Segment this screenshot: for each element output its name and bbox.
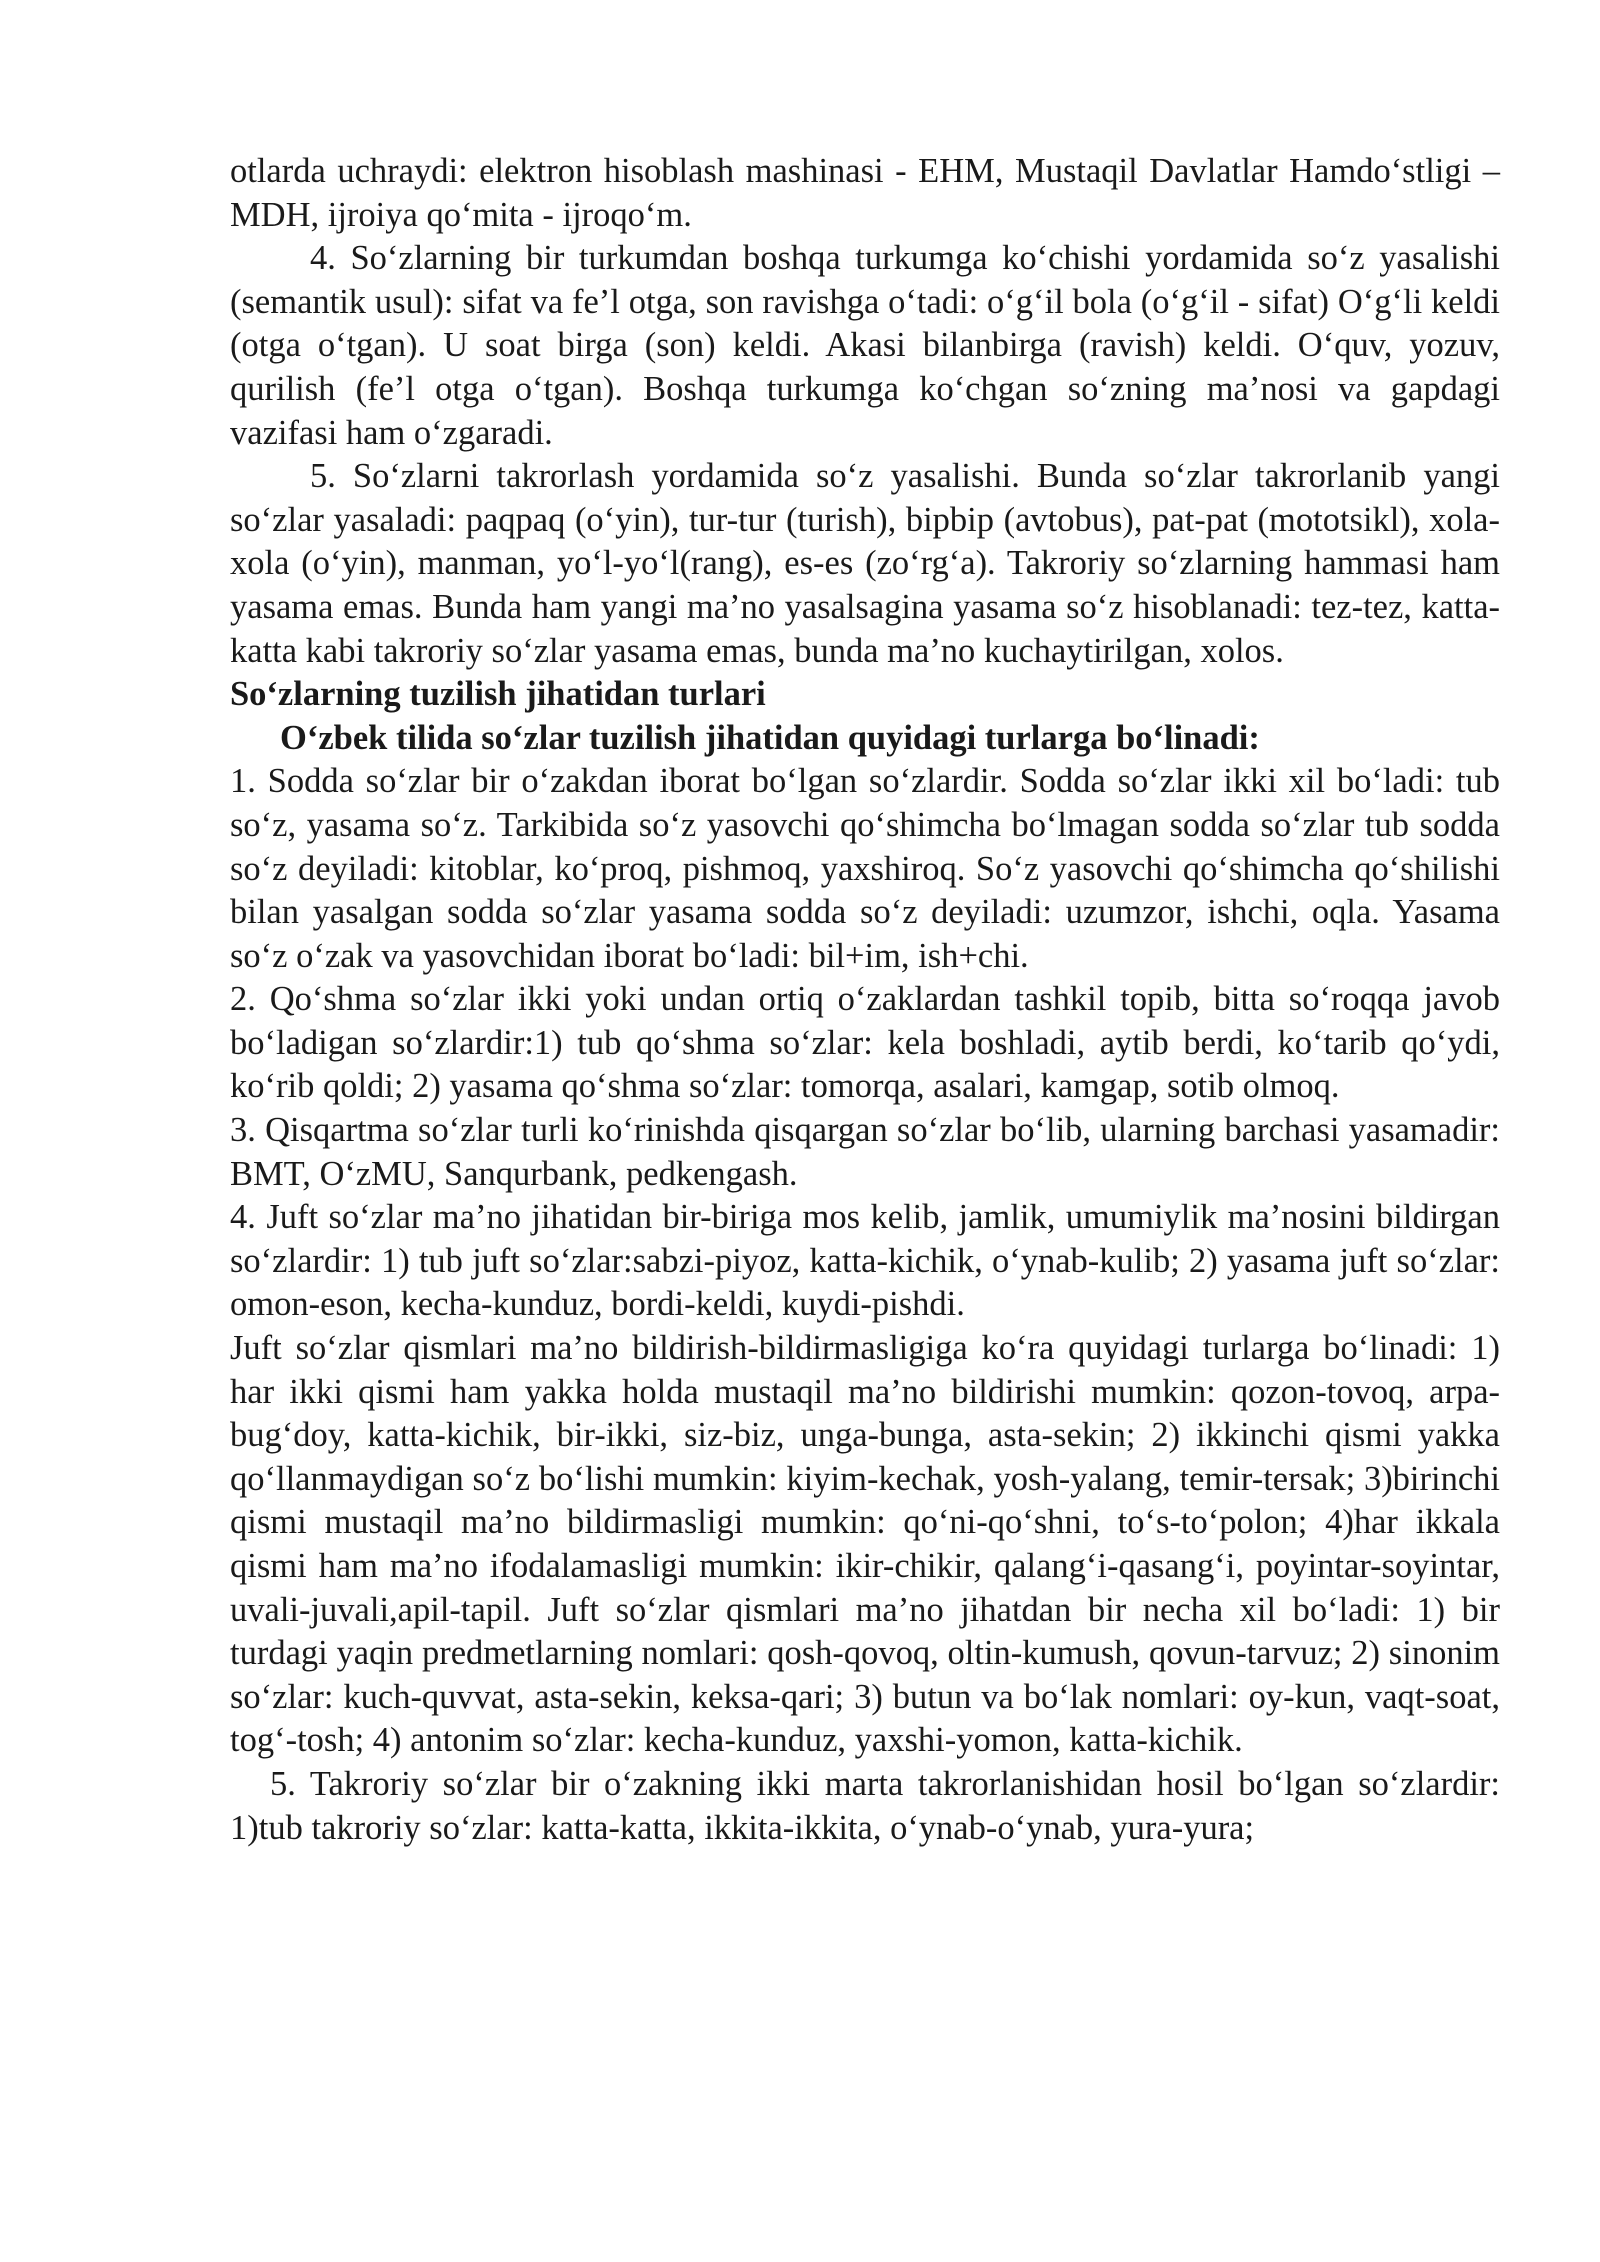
paragraph-continuation: otlarda uchraydi: elektron hisoblash mashinasi - EHM, Mustaqil Davlatlar Hamdo‘stligi – MDH, ijroiya qo‘mita - ijroqo‘m. bbox=[230, 152, 1500, 234]
item-repeated-words: 5. Takroriy so‘zlar bir o‘zakning ikki marta takrorlanishidan hosil bo‘lgan so‘zlardir: 1)tub takroriy so‘zlar: katta-katta, ikkita-ikkita, o‘ynab-o‘ynab, yura-yura; bbox=[230, 1764, 1500, 1847]
item-abbreviations: 3. Qisqartma so‘zlar turli ko‘rinishda qisqargan so‘zlar bo‘lib, ularning barchasi yasamadir: BMT, O‘zMU, Sanqurbank, pedkengash. bbox=[230, 1111, 1500, 1193]
item-simple-words: 1. Sodda so‘zlar bir o‘zakdan iborat bo‘lgan so‘zlardir. Sodda so‘zlar ikki xil bo‘ladi: tub so‘z, yasama so‘z. Tarkibida so‘z yasovchi qo‘shimcha bo‘lmagan sodda so‘zlar tub sodda so‘z deyiladi: kitoblar, ko‘proq, pishmoq, yaxshiroq. So‘z yasovchi qo‘shimcha qo‘shilishi bilan yasalgan sodda so‘zlar yasama sodda so‘z deyiladi: uzumzor, ishchi, oqla. Yasama so‘z o‘zak va yasovchidan iborat bo‘ladi: bil+im, ish+chi. bbox=[230, 762, 1500, 975]
document-page bbox=[230, 150, 1500, 1850]
section-heading: So‘zlarning tuzilish jihatidan turlari bbox=[230, 675, 766, 714]
paragraph-repetition-method: 5. So‘zlarni takrorlash yordamida so‘z yasalishi. Bunda so‘zlar takrorlanib yangi so‘zlar yasaladi: paqpaq (o‘yin), tur-tur (turish), bipbip (avtobus), pat-pat (mototsikl), xola-xola (o‘yin), manman, yo‘l-yo‘l(rang), es-es (zo‘rg‘a). Takroriy so‘zlarning hammasi ham yasama emas. Bunda ham yangi ma’no yasalsagina yasama so‘z hisoblanadi: tez-tez, katta-katta kabi takroriy so‘zlar yasama emas, bunda ma’no kuchaytirilgan, xolos. bbox=[230, 457, 1500, 670]
paragraph-semantic-method: 4. So‘zlarning bir turkumdan boshqa turkumga ko‘chishi yordamida so‘z yasalishi (semantik usul): sifat va fe’l otga, son ravishga o‘tadi: o‘g‘il bola (o‘g‘il - sifat) O‘g‘li keldi (otga o‘tgan). U soat birga (son) keldi. Akasi bilanbirga (ravish) keldi. O‘quv, yozuv, qurilish (fe’l otga o‘tgan). Boshqa turkumga ko‘chgan so‘zning ma’nosi va gapdagi vazifasi ham o‘zgaradi. bbox=[230, 239, 1500, 452]
item-compound-words: 2. Qo‘shma so‘zlar ikki yoki undan ortiq o‘zaklardan tashkil topib, bitta so‘roqqa javob bo‘ladigan so‘zlardir:1) tub qo‘shma so‘zlar: kela boshladi, aytib berdi, ko‘tarib qo‘ydi, ko‘rib qoldi; 2) yasama qo‘shma so‘zlar: tomorqa, asalari, kamgap, sotib olmoq. bbox=[230, 980, 1500, 1106]
section-subheading: O‘zbek tilida so‘zlar tuzilish jihatidan quyidagi turlarga bo‘linadi: bbox=[280, 718, 1260, 757]
item-paired-words: 4. Juft so‘zlar ma’no jihatidan bir-biriga mos kelib, jamlik, umumiylik ma’nosini bildirgan so‘zlardir: 1) tub juft so‘zlar:sabzi-piyoz, katta-kichik, o‘ynab-kulib; 2) yasama juft so‘zlar: omon-eson, kecha-kunduz, bordi-keldi, kuydi-pishdi. bbox=[230, 1198, 1500, 1324]
paragraph-paired-words-detail: Juft so‘zlar qismlari ma’no bildirish-bildirmasligiga ko‘ra quyidagi turlarga bo‘linadi: 1) har ikki qismi ham yakka holda mustaqil ma’no bildirishi mumkin: qozon-tovoq, arpa-bug‘doy, katta-kichik, bir-ikki, siz-biz, unga-bunga, asta-sekin; 2) ikkinchi qismi yakka qo‘llanmaydigan so‘z bo‘lishi mumkin: kiyim-kechak, yosh-yalang, temir-tersak; 3)birinchi qismi mustaqil ma’no bildirmasligi mumkin: qo‘ni-qo‘shni, to‘s-to‘polon; 4)har ikkala qismi ham ma’no ifodalamasligi mumkin: ikir-chikir, qalang‘i-qasang‘i, poyintar-soyintar, uvali-juvali,apil-tapil. Juft so‘zlar qismlari ma’no jihatdan bir necha xil bo‘ladi: 1) bir turdagi yaqin predmetlarning nomlari: qosh-qovoq, oltin-kumush, qovun-tarvuz; 2) sinonim so‘zlar: kuch-quvvat, asta-sekin, keksa-qari; 3) butun va bo‘lak nomlari: oy-kun, vaqt-soat, tog‘-tosh; 4) antonim so‘zlar: kecha-kunduz, yaxshi-yomon, katta-kichik. bbox=[230, 1329, 1500, 1760]
